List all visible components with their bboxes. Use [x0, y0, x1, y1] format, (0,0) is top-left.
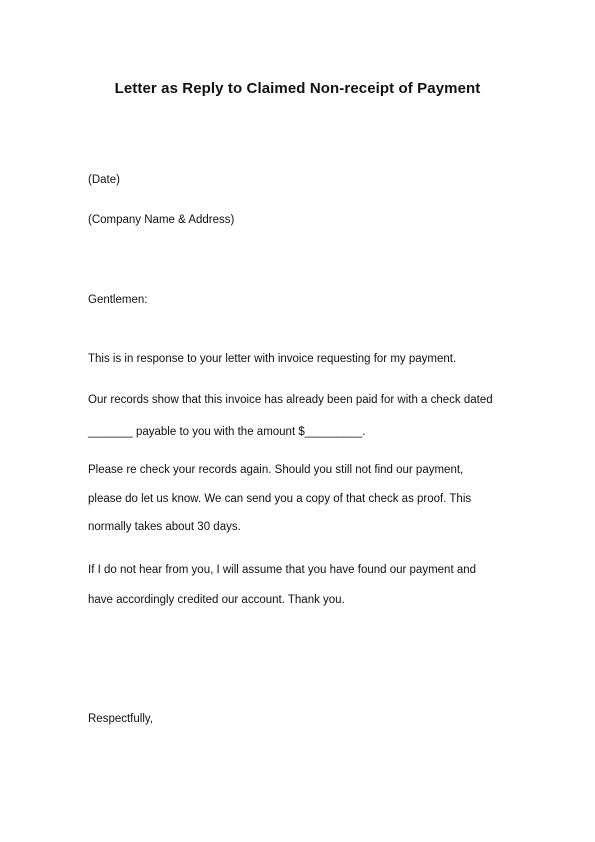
date-placeholder: (Date) — [88, 174, 120, 186]
paragraph-4-line-2: have accordingly credited our account. Thank you. — [88, 594, 345, 606]
company-placeholder: (Company Name & Address) — [88, 214, 235, 226]
paragraph-2-line-1: Our records show that this invoice has already been paid for with a check dated — [88, 394, 493, 406]
paragraph-3-line-1: Please re check your records again. Should you still not find our payment, — [88, 464, 464, 476]
paragraph-3-line-2: please do let us know. We can send you a copy of that check as proof. This — [88, 493, 472, 505]
paragraph-3-line-3: normally takes about 30 days. — [88, 521, 241, 533]
paragraph-2-line-2: _______ payable to you with the amount $_________. — [88, 426, 366, 438]
paragraph-4-line-1: If I do not hear from you, I will assume that you have found our payment and — [88, 564, 477, 576]
closing: Respectfully, — [88, 713, 153, 725]
salutation: Gentlemen: — [88, 294, 148, 306]
letter-title: Letter as Reply to Claimed Non-receipt of Payment — [114, 80, 481, 97]
paragraph-1: This is in response to your letter with invoice requesting for my payment. — [88, 353, 457, 365]
